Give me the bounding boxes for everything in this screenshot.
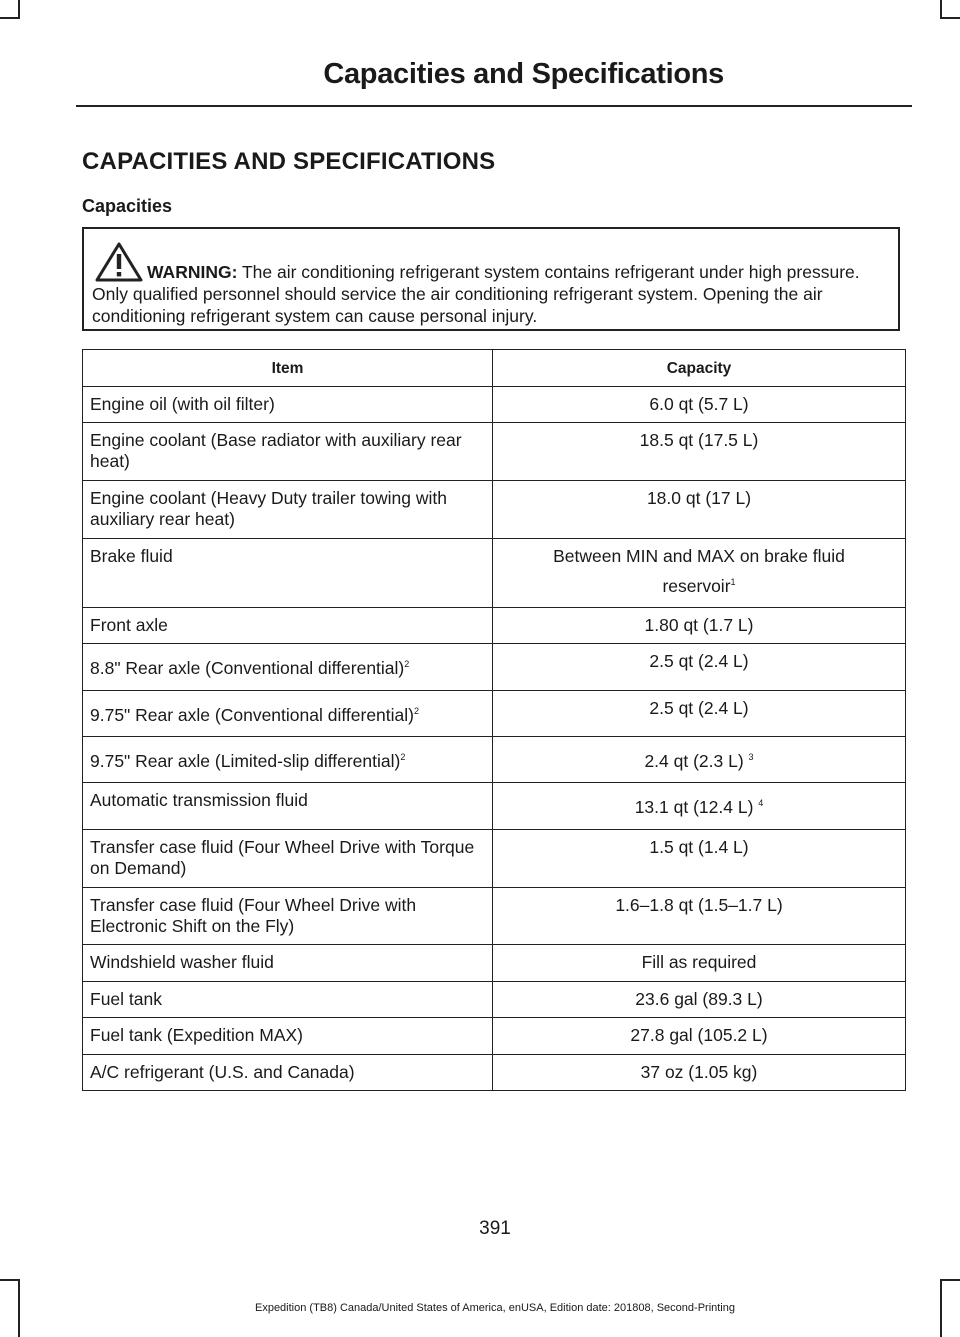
item-cell [83,481,493,539]
item-name: Transfer case fluid (Four Wheel Drive with Electronic Shift on the Fly) [90,895,417,936]
capacity-cell [493,888,906,945]
item-cell [83,888,493,945]
warning-message: The air conditioning refrigerant system contains refrigerant under high pressure. Only qualified personnel should service the air conditioning refrigerant system. Opening the air conditioning refrigerant system can cause personal injury. [92,262,860,326]
capacity-cell [493,945,906,982]
table-row [83,945,906,982]
capacity-cell [493,982,906,1018]
page-footer: Expedition (TB8) Canada/United States of America, enUSA, Edition date: 201808, Second-Printing [254,1302,735,1314]
item-cell [83,423,493,481]
warning-text [92,261,892,327]
capacity-cell [493,481,906,539]
item-name: Front axle [90,615,168,635]
capacity-value: 2.5 qt (2.4 L) [649,698,749,718]
item-column-header: Item [83,350,493,387]
footnote-marker: 3 [748,752,754,763]
item-name: Automatic transmission fluid [90,790,308,810]
capacity-value: 13.1 qt (12.4 L) [634,797,754,817]
item-name: A/C refrigerant (U.S. and Canada) [90,1062,355,1082]
footnote-marker: 1 [730,577,736,588]
capacity-cell [493,387,906,423]
item-cell [83,830,493,888]
item-cell [83,1018,493,1055]
capacity-cell [493,1055,906,1091]
footnote-marker: 4 [758,798,764,809]
table-row [83,888,906,945]
item-name: 9.75" Rear axle (Limited-slip differential) [90,751,401,771]
crop-mark [940,0,942,17]
footnote-marker: 2 [404,659,410,670]
capacity-value: 27.8 gal (105.2 L) [630,1025,768,1045]
item-name: 8.8" Rear axle (Conventional differential) [90,658,405,678]
item-cell [83,737,493,783]
capacity-value: 18.5 qt (17.5 L) [639,430,759,450]
subsection-title: Capacities [82,196,173,216]
item-name: Engine coolant (Base radiator with auxiliary rear heat) [90,430,462,471]
crop-mark [940,17,960,19]
item-name: Windshield washer fluid [90,952,274,972]
capacity-cell [493,608,906,644]
capacity-cell [493,737,906,783]
capacity-value: 18.0 qt (17 L) [646,488,752,508]
table-header-row [83,350,906,387]
table-row [83,423,906,481]
item-name: Fuel tank [90,989,162,1009]
capacity-cell [493,539,906,608]
capacities-table [82,349,906,1091]
capacity-cell [493,830,906,888]
capacity-cell [493,644,906,691]
page-number: 391 [479,1218,511,1239]
table-row [83,481,906,539]
capacity-value: 23.6 gal (89.3 L) [635,989,763,1009]
warning-box [82,227,900,331]
item-cell [83,945,493,982]
warning-label: WARNING: [147,262,238,282]
page-header-title: Capacities and Specifications [323,58,724,90]
item-cell [83,691,493,737]
item-cell [83,387,493,423]
capacity-value: 1.80 qt (1.7 L) [644,615,754,635]
crop-mark [0,17,20,19]
capacity-cell [493,783,906,830]
item-cell [83,539,493,608]
capacity-value: Between MIN and MAX on brake fluid reservoir [553,546,845,596]
capacity-cell [493,423,906,481]
footnote-marker: 2 [400,752,406,763]
table-row [83,644,906,691]
footnote-marker: 2 [414,706,420,717]
item-cell [83,1055,493,1091]
capacity-cell [493,1018,906,1055]
table-row [83,982,906,1018]
crop-mark [0,1279,20,1281]
item-cell [83,982,493,1018]
capacity-cell [493,691,906,737]
item-name: Engine oil (with oil filter) [90,394,275,414]
item-name: Transfer case fluid (Four Wheel Drive with Torque on Demand) [90,837,475,878]
item-cell [83,783,493,830]
table-row [83,783,906,830]
table-row [83,830,906,888]
capacity-value: 1.5 qt (1.4 L) [649,837,749,857]
table-row [83,387,906,423]
crop-mark [18,0,20,17]
item-cell [83,608,493,644]
capacity-value: 1.6–1.8 qt (1.5–1.7 L) [615,895,783,915]
item-name: 9.75" Rear axle (Conventional differential) [90,705,414,725]
table-row [83,608,906,644]
table-row [83,1055,906,1091]
item-name: Engine coolant (Heavy Duty trailer towing with auxiliary rear heat) [90,488,447,529]
capacity-value: 2.5 qt (2.4 L) [649,651,749,671]
item-name: Brake fluid [90,546,173,566]
table-row [83,691,906,737]
capacity-value: 6.0 qt (5.7 L) [649,394,749,414]
table-row [83,539,906,608]
item-name: Fuel tank (Expedition MAX) [90,1025,304,1045]
table-row [83,737,906,783]
section-title: CAPACITIES AND SPECIFICATIONS [82,148,496,175]
header-divider [76,105,912,107]
capacity-value: 37 oz (1.05 kg) [640,1062,758,1082]
capacity-value: 2.4 qt (2.3 L) [644,751,744,771]
table-row [83,1018,906,1055]
capacity-value: Fill as required [641,952,757,972]
capacity-column-header: Capacity [493,350,906,387]
crop-mark [940,1279,960,1281]
item-cell [83,644,493,691]
